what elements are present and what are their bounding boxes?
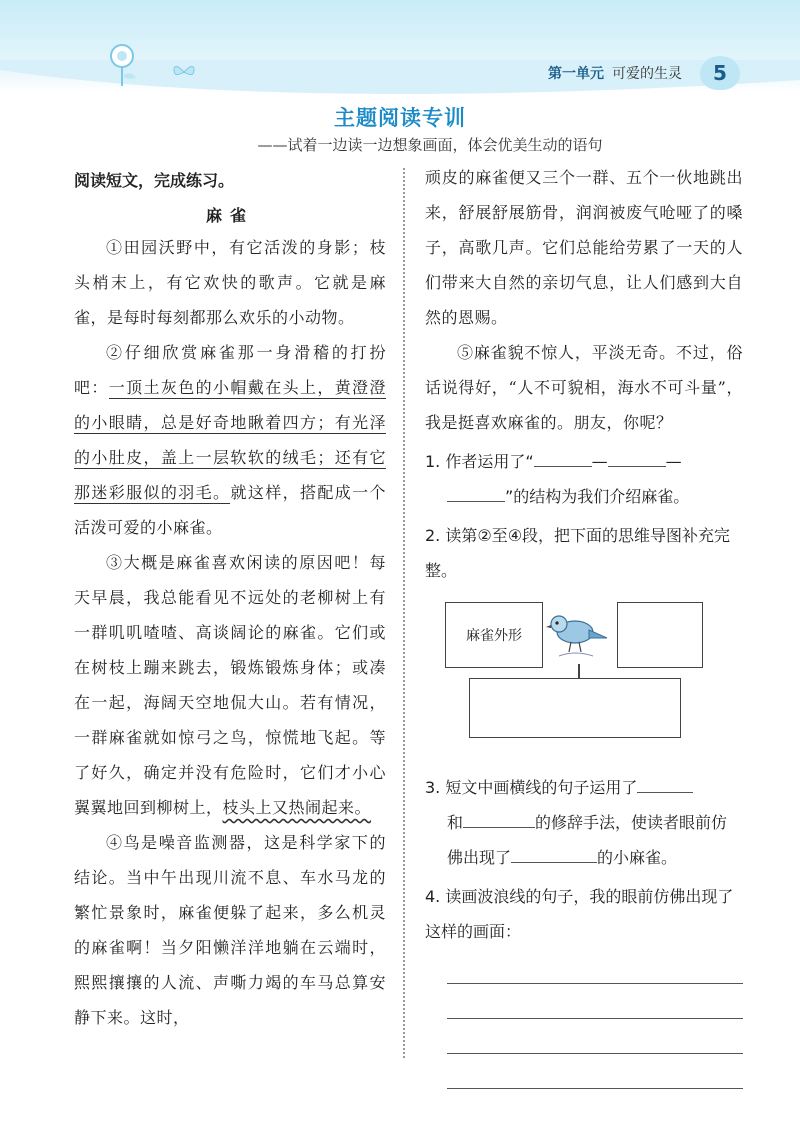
paragraph-2: [74, 335, 386, 545]
passage-column-right: [425, 160, 743, 1089]
question-1: [425, 444, 743, 514]
question-4-text: 读画波浪线的句子，我的眼前仿佛出现了这样的画面：: [425, 887, 734, 941]
question-3-number: 3.: [425, 778, 441, 797]
sunflower-icon: [100, 38, 150, 88]
sparrow-icon: [545, 608, 611, 664]
paragraph-3: [74, 545, 386, 825]
unit-label: [548, 63, 682, 83]
paragraph-4: ④鸟是噪音监测器，这是科学家下的结论。当中午出现川流不息、车水马龙的繁忙景象时，麻雀便躲了起来，多么机灵的麻雀啊！当夕阳懒洋洋地躺在云端时，熙熙攘攘的人流、声嘶力竭的车马总算安静下来。这时，: [74, 833, 386, 1027]
question-3-text-b: 和: [447, 813, 464, 832]
answer-blank-3a[interactable]: [637, 774, 693, 793]
underlined-sentence: 一顶土灰色的小帽戴在头上，黄澄澄的小眼睛，总是好奇地瞅着四方；有光泽的小肚皮，盖上一层软软的绒毛；还有它那迷彩服似的羽毛。: [74, 378, 386, 502]
dash-2: —: [665, 452, 682, 471]
wavy-sentence: 枝头上又热闹起来。: [222, 798, 372, 817]
question-2-number: 2.: [425, 526, 441, 545]
question-2: [425, 518, 743, 588]
column-divider: [403, 168, 405, 1058]
paragraph-3-text: ③大概是麻雀喜欢闲读的原因吧！每天早晨，我总能看见不远处的老柳树上有一群叽叽喳喳、高谈阔论的麻雀。它们或在树枝上蹦来跳去，锻炼锻炼身体；或凑在一起，海阔天空地侃大山。若有情况，一群麻雀就如惊弓之鸟，惊慌地飞起。等了好久，确定并没有危险时，它们才小心翼翼地回到柳树上，: [74, 553, 386, 817]
question-1-text-b: ”的结构为我们介绍麻雀。: [505, 487, 690, 506]
unit-number: 第一单元: [548, 66, 604, 82]
answer-blank-1c[interactable]: [447, 483, 505, 502]
answer-blank-1a[interactable]: [534, 448, 592, 467]
question-3: [425, 770, 743, 875]
question-3-text-d: 的小麻雀。: [597, 848, 678, 867]
question-3-line-2: [425, 805, 743, 875]
mind-map-connector-v: [578, 664, 580, 678]
unit-title: 可爱的生灵: [612, 66, 682, 82]
answer-blank-3b[interactable]: [463, 809, 535, 828]
answer-blank-1b[interactable]: [608, 448, 666, 467]
question-1-line-2: [425, 479, 743, 514]
butterfly-icon: [172, 62, 196, 82]
mind-map-box-appearance: [445, 602, 543, 668]
page-subtitle: ——试着一边读一边想象画面，体会优美生动的语句: [257, 136, 603, 154]
passage-title: 麻雀: [205, 206, 254, 225]
passage-column-left: [74, 168, 386, 1035]
paragraph-5: ⑤麻雀貌不惊人，平淡无奇。不过，俗话说得好，“人不可貌相，海水不可斗量”，我是挺喜欢麻雀的。朋友，你呢？: [425, 343, 743, 432]
paragraph-2-end: 就这样，搭配成一个活泼可爱的小麻雀。: [74, 483, 386, 537]
paragraph-4-continued: 顽皮的麻雀便又三个一群、五个一伙地跳出来，舒展舒展筋骨，润润被废气呛哑了的嗓子，高歌几声。它们总能给劳累了一天的人们带来大自然的亲切气息，让人们感到大自然的恩赐。: [425, 168, 743, 327]
page-number: 5: [700, 56, 740, 90]
question-1-number: 1.: [425, 452, 441, 471]
mind-map-box-bottom[interactable]: [469, 678, 681, 738]
mind-map-label: 麻雀外形: [466, 628, 522, 644]
paragraph-1: ①田园沃野中，有它活泼的身影；枝头梢末上，有它欢快的歌声。它就是麻雀，是每时每刻都那么欢乐的小动物。: [74, 238, 386, 327]
question-3-text-c: 的修辞手法，使读者眼前仿佛出现了: [447, 813, 728, 867]
question-2-text: 读第②至④段，把下面的思维导图补充完整。: [425, 526, 731, 580]
answer-line-1[interactable]: [447, 949, 743, 984]
answer-line-3[interactable]: [447, 1019, 743, 1054]
question-1-text-a: 作者运用了“: [445, 452, 534, 471]
answer-line-2[interactable]: [447, 984, 743, 1019]
answer-blank-3c[interactable]: [511, 844, 597, 863]
mind-map-box-right[interactable]: [617, 602, 703, 668]
question-4-number: 4.: [425, 887, 441, 906]
instruction: 阅读短文，完成练习。: [74, 171, 235, 190]
question-3-text-a: 短文中画横线的句子运用了: [445, 778, 638, 797]
answer-line-4[interactable]: [447, 1054, 743, 1089]
paragraph-2-intro: ②仔细欣赏麻雀那一身滑稽的打扮吧：: [74, 343, 386, 397]
question-4: [425, 879, 743, 949]
page-title: 主题阅读专训: [334, 106, 466, 130]
mind-map: [445, 602, 745, 752]
dash-1: —: [591, 452, 608, 471]
